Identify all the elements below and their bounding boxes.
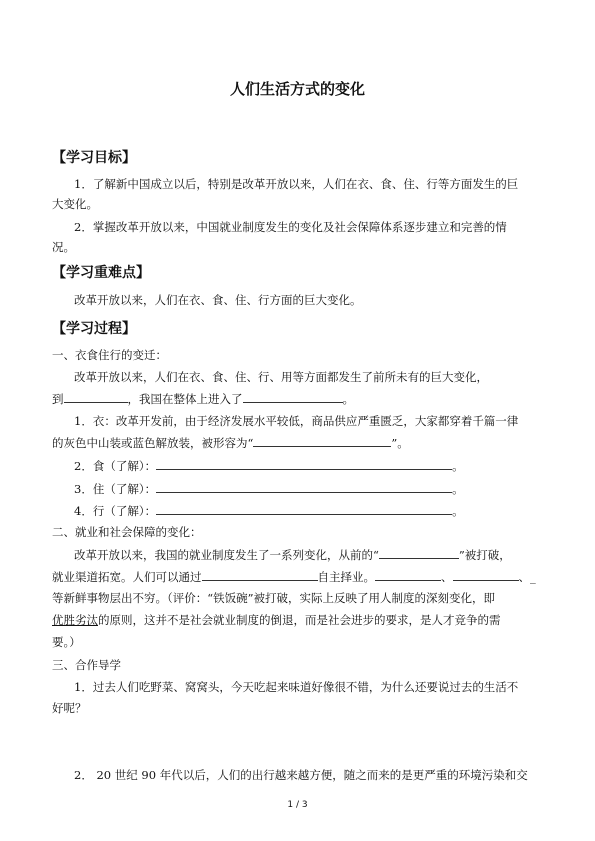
goal-1-line-2: 大变化。 <box>52 197 98 211</box>
text-fragment: ，我国在整体上进入了 <box>127 392 243 406</box>
blank-food-field[interactable] <box>156 457 452 470</box>
text-fragment: 2．食（了解）： <box>74 459 157 473</box>
blank-new-thing-1-field[interactable] <box>375 568 441 581</box>
question-1-line-2: 好呢？ <box>52 701 87 715</box>
food-line <box>74 457 464 474</box>
part2-line-2 <box>52 568 536 585</box>
part2-line-4 <box>52 612 501 628</box>
text-fragment: ”被打破， <box>458 548 511 562</box>
blank-old-system-field[interactable] <box>379 546 459 559</box>
key-points-text: 改革开放以来，人们在衣、食、住、行方面的巨大变化。 <box>74 293 362 307</box>
part1-para-line-2 <box>52 390 354 407</box>
text-fragment: ”。 <box>391 436 409 450</box>
text-fragment: 改革开放以来，我国的就业制度发生了一系列变化，从前的“ <box>74 548 379 562</box>
key-points-heading: 【学习重难点】 <box>52 265 150 281</box>
text-fragment: 的灰色中山装或蓝色解放装，被形容为“ <box>52 436 254 450</box>
part2-line-1 <box>74 546 511 563</box>
process-heading: 【学习过程】 <box>52 321 136 337</box>
text-fragment: 到 <box>52 392 64 406</box>
travel-line <box>74 502 464 519</box>
part2-line-3: 等新鲜事物层出不穷。（评价：“铁饭碗”被打破，实际上反映了用人制度的深刻变化，即 <box>52 591 496 605</box>
goal-2-line-2: 况。 <box>52 240 75 254</box>
page-number: 1 / 3 <box>287 800 308 810</box>
part3-heading: 三、合作导学 <box>52 658 121 672</box>
housing-line <box>74 480 464 497</box>
question-1-line-1: 1．过去人们吃野菜、窝窝头，今天吃起来味道好像很不错，为什么还要说过去的生活不 <box>74 680 519 694</box>
clothing-line-2 <box>52 434 409 451</box>
goal-2-line-1: 2．掌握改革开放以来，中国就业制度发生的变化及社会保障体系逐步建立和完善的情 <box>74 220 507 234</box>
question-2-line-1: 2． 20 世纪 90 年代以后，人们的出行越来越方便，随之而来的是更严重的环境污染和交 <box>74 768 528 782</box>
blank-new-thing-2-field[interactable] <box>453 568 519 581</box>
text-fragment: 的原则，这并不是社会就业制度的倒退，而是社会进步的要求，是人才竞争的需 <box>98 613 501 627</box>
text-fragment: 。 <box>342 392 354 406</box>
part1-para-line-1: 改革开放以来，人们在衣、食、住、行、用等方面都发生了前所未有的巨大变化， <box>74 370 488 384</box>
blank-year-field[interactable] <box>64 390 128 403</box>
text-fragment: 。 <box>452 459 464 473</box>
blank-travel-field[interactable] <box>156 502 452 515</box>
text-fragment: 自主择业。 <box>317 570 375 584</box>
part2-heading: 二、就业和社会保障的变化： <box>52 525 202 539</box>
text-fragment: 、 <box>441 570 453 584</box>
page-title: 人们生活方式的变化 <box>229 80 365 98</box>
text-fragment: 就业渠道拓宽。人们可以通过 <box>52 570 202 584</box>
part2-line-5: 要。） <box>52 635 81 649</box>
text-fragment: 4．行（了解）： <box>74 504 157 518</box>
text-fragment: 、_ <box>518 570 536 584</box>
text-fragment: 3．住（了解）： <box>74 482 157 496</box>
clothing-line-1: 1．衣：改革开发前，由于经济发展水平较低，商品供应严重匮乏，大家都穿着千篇一律 <box>74 414 519 428</box>
blank-channel-field[interactable] <box>202 568 318 581</box>
blank-clothing-description-field[interactable] <box>253 434 391 447</box>
underlined-phrase: 优胜劣汰 <box>52 613 98 627</box>
blank-housing-field[interactable] <box>156 480 452 493</box>
part1-heading: 一、衣食住行的变迁： <box>52 348 167 362</box>
goals-heading: 【学习目标】 <box>52 150 136 166</box>
goal-1-line-1: 1．了解新中国成立以后，特别是改革开放以来，人们在衣、食、住、行等方面发生的巨 <box>74 177 519 191</box>
text-fragment: 。 <box>452 482 464 496</box>
blank-society-field[interactable] <box>243 390 343 403</box>
text-fragment: 。 <box>452 504 464 518</box>
